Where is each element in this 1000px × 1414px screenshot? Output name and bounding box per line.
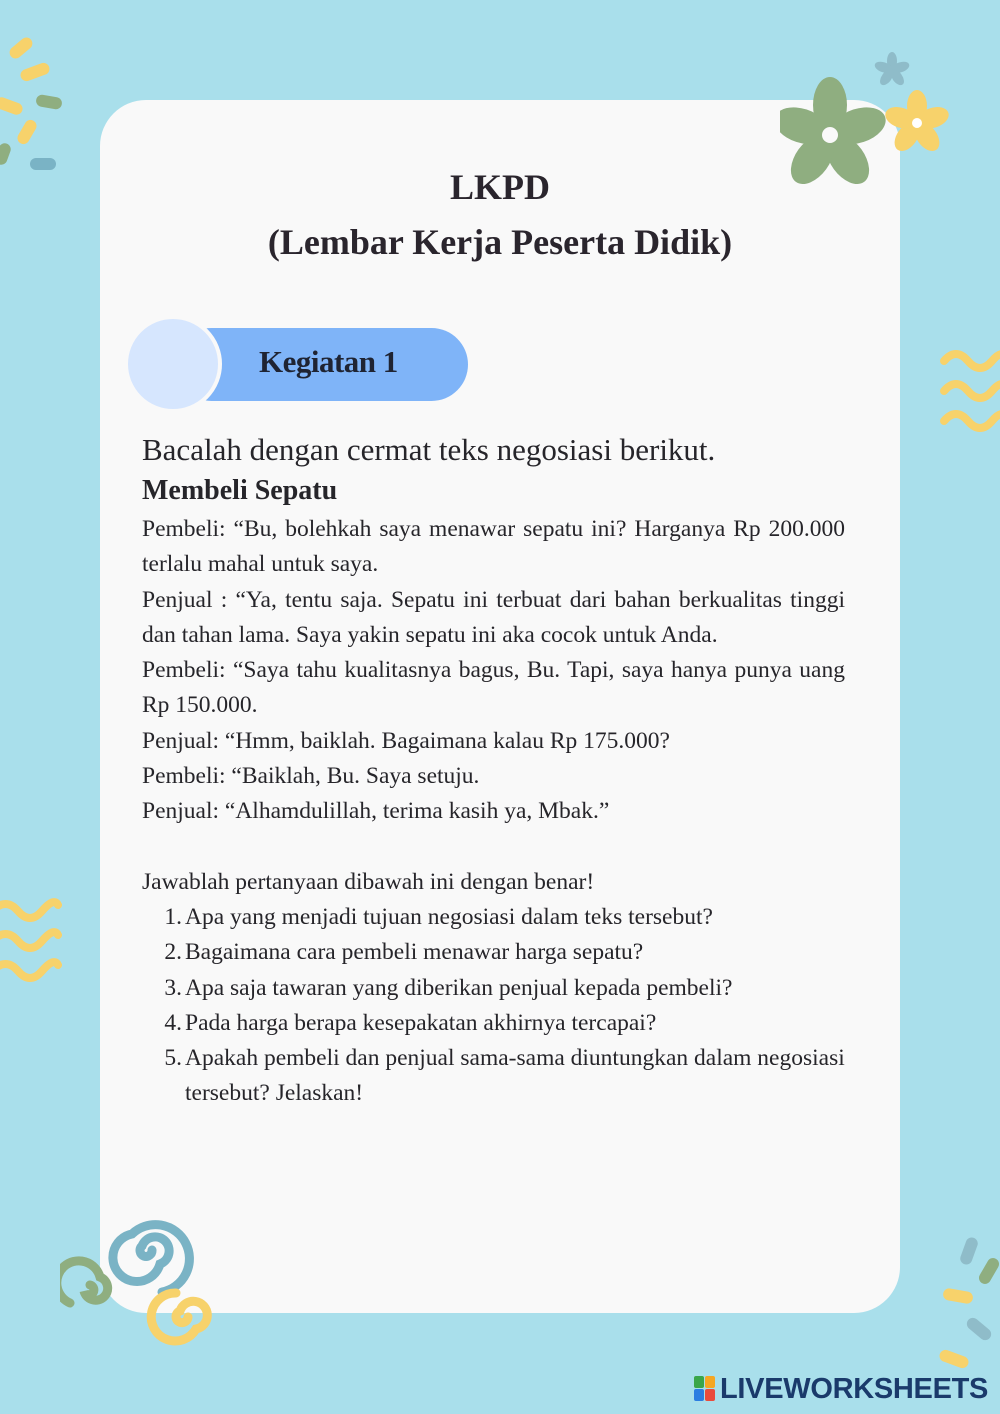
dialogue — [142, 512, 845, 830]
dialogue-line: Pembeli: “Saya tahu kualitasnya bagus, Bu. Tapi, saya hanya punya uang Rp 150.000. — [142, 657, 845, 719]
question-item — [142, 935, 845, 970]
activity-label: Kegiatan 1 — [259, 344, 398, 379]
question-number: 3. — [164, 974, 182, 1001]
question-text: Apa yang menjadi tujuan negosiasi dalam teks tersebut? — [185, 903, 713, 930]
logo-text: LIVEWORKSHEETS — [720, 1372, 989, 1405]
question-text: Bagaimana cara pembeli menawar harga sepatu? — [185, 939, 644, 966]
question-item — [142, 1006, 845, 1041]
squiggle-left-decoration — [0, 895, 62, 995]
title-line-2: (Lembar Kerja Peserta Didik) — [267, 222, 733, 262]
question-text: Apakah pembeli dan penjual sama-sama diuntungkan dalam negosiasi tersebut? Jelaskan! — [185, 1045, 845, 1107]
question-number: 2. — [164, 939, 182, 966]
question-list — [142, 900, 845, 1112]
dialogue-line: Penjual: “Hmm, baiklah. Bagaimana kalau Rp 175.000? — [142, 727, 670, 754]
instruction-text: Jawablah pertanyaan dibawah ini dengan benar! — [142, 868, 595, 895]
question-item — [142, 900, 845, 935]
dialogue-line: Pembeli: “Baiklah, Bu. Saya setuju. — [142, 763, 480, 790]
liveworksheets-logo-icon — [694, 1376, 716, 1402]
question-number: 5. — [164, 1045, 182, 1072]
question-text: Apa saja tawaran yang diberikan penjual kepada pembeli? — [185, 974, 733, 1001]
question-text: Pada harga berapa kesepakatan akhirnya tercapai? — [185, 1009, 657, 1036]
page-title — [100, 160, 900, 270]
dialogue-line: Penjual: “Alhamdulillah, terima kasih ya, Mbak.” — [142, 798, 610, 825]
title-line-1: LKPD — [449, 167, 550, 207]
dialogue-line: Penjual : “Ya, tentu saja. Sepatu ini terbuat dari bahan berkualitas tinggi dan tahan lama. Saya yakin sepatu ini aka cocok untuk Anda. — [142, 586, 845, 648]
liveworksheets-logo[interactable] — [694, 1372, 988, 1406]
intro-text: Bacalah dengan cermat teks negosiasi berikut. — [142, 432, 716, 467]
confetti-bottom-right-decoration — [935, 1235, 1000, 1385]
question-item — [142, 971, 845, 1006]
dialogue-line: Pembeli: “Bu, bolehkah saya menawar sepatu ini? Harganya Rp 200.000 terlalu mahal untuk saya. — [142, 516, 845, 578]
squiggle-right-decoration — [938, 345, 1000, 445]
activity-badge-circle — [124, 315, 222, 413]
worksheet-content — [142, 428, 845, 1112]
confetti-top-left-decoration — [0, 30, 80, 180]
story-title: Membeli Sepatu — [142, 475, 338, 506]
question-number: 4. — [164, 1009, 182, 1036]
question-number: 1. — [164, 903, 182, 930]
spiral-bottom-left-decoration — [60, 1205, 230, 1355]
question-item — [142, 1041, 845, 1112]
